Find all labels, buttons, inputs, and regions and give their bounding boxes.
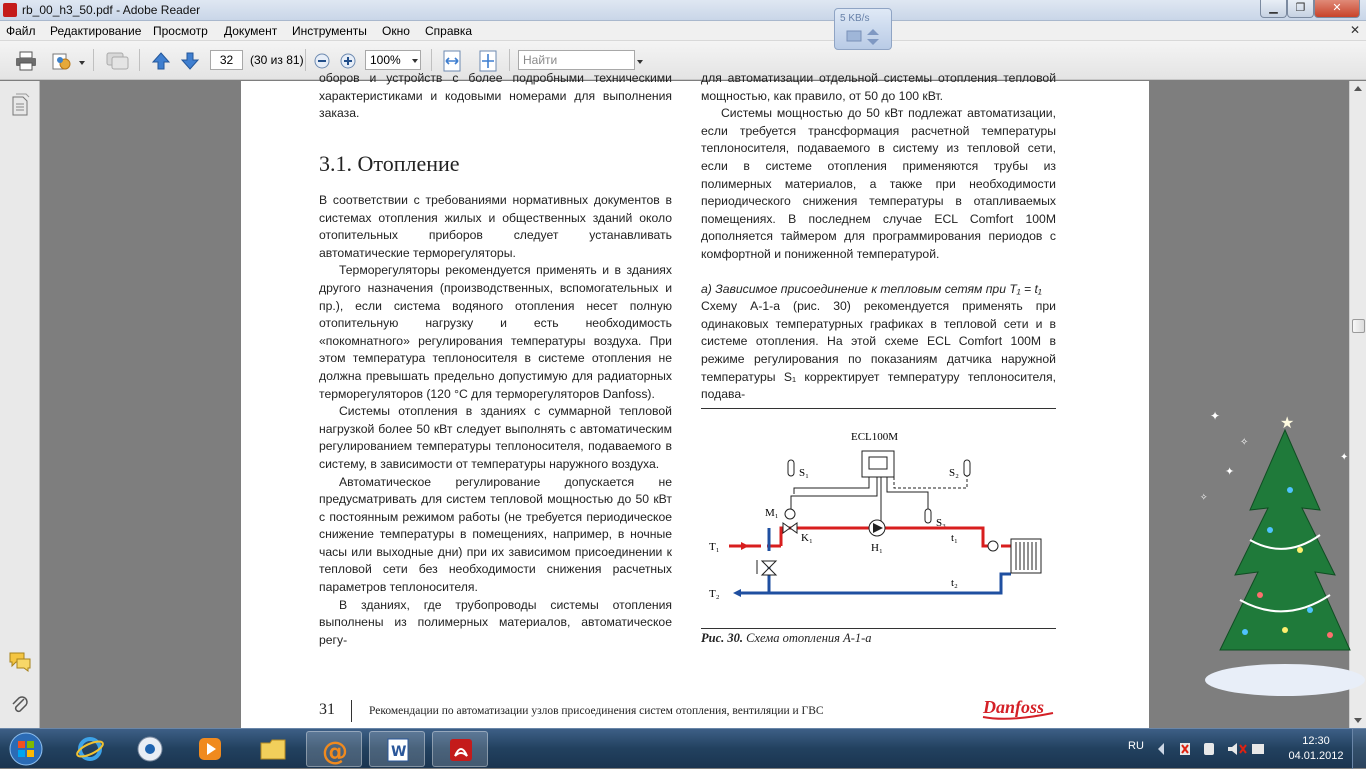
scroll-down-arrow[interactable]: [1354, 718, 1362, 723]
paragraph: В зданиях, где трубопроводы системы отопления выполнены из полимерных материалов, автоматическое регу-: [319, 597, 672, 647]
previous-page-icon[interactable]: [151, 51, 171, 71]
attachments-panel-icon[interactable]: [10, 693, 30, 717]
label-s2: S₂: [949, 467, 959, 479]
signal-line: [887, 477, 928, 509]
menu-window[interactable]: Окно: [382, 24, 410, 38]
label-t1-inlet: T₁: [709, 541, 720, 553]
menu-edit[interactable]: Редактирование: [50, 24, 142, 38]
system-tray-icons[interactable]: [1156, 741, 1266, 757]
maximize-button[interactable]: ❐: [1287, 0, 1314, 18]
page-number-input[interactable]: 32: [210, 50, 243, 70]
paragraph: Автоматическое регулирование допускается не предусматривать для систем тепловой мощностью до 50 кВт с постоянным режимом работы (не требуется периодическое снижение температуры в помещениях, например, в ночные часы или выходные дни) при их зависимом присоединении к тепловой сети без необходимости снижения расчетных параметров теплоносителя.: [319, 474, 672, 595]
figure-number: Рис. 30.: [701, 631, 744, 645]
menu-file[interactable]: Файл: [6, 24, 36, 38]
media-center-icon: [136, 735, 164, 763]
figure-title: Схема отопления А-1-а: [746, 631, 872, 645]
return-arrowhead: [733, 589, 741, 597]
scroll-thumb[interactable]: [1352, 319, 1365, 333]
taskbar-media-player[interactable]: [182, 731, 238, 767]
footer-divider: [351, 700, 352, 722]
label-h1: H₁: [871, 542, 883, 554]
taskbar-file-explorer[interactable]: [245, 731, 301, 767]
sensor-s1-icon: [788, 460, 794, 476]
taskbar-word[interactable]: [369, 731, 425, 767]
left-column-body: [319, 192, 672, 649]
sparkle-icon: ✧: [1240, 437, 1249, 448]
menu-bar: [0, 21, 1366, 41]
taskbar-internet-explorer[interactable]: [62, 731, 118, 767]
taskbar-adobe-reader[interactable]: [432, 731, 488, 767]
title-bar: [0, 0, 1366, 21]
supply-arrowhead: [741, 542, 749, 550]
document-viewport[interactable]: [40, 71, 1349, 729]
pages-panel-icon[interactable]: [10, 93, 30, 117]
menu-tools[interactable]: Инструменты: [292, 24, 367, 38]
taskbar-media-center[interactable]: [122, 731, 178, 767]
paragraph: Системы отопления в зданиях с суммарной тепловой нагрузкой более 50 кВт следует выполнять с автоматическим регулированием температуры теплоносителя, подаваемого в систему, в зависимости от температуры наружного воздуха.: [319, 404, 672, 471]
pdf-app-icon: [3, 3, 17, 17]
menu-document[interactable]: Документ: [224, 24, 278, 38]
tray-expand-icon: [1158, 743, 1164, 755]
check-valve-icon: [762, 561, 776, 575]
close-button[interactable]: ✕: [1314, 0, 1360, 18]
tree-body: [1220, 430, 1350, 650]
intro-fragment: оборов и устройств с более подробными техническими характеристиками и кодовыми номерами для выполнения заказа.: [319, 71, 672, 121]
search-dropdown-arrow[interactable]: [637, 60, 643, 64]
svg-text:W: W: [391, 744, 407, 760]
figure-bottom-rule: [701, 628, 1056, 629]
clock[interactable]: [1288, 734, 1344, 764]
taskbar: [0, 728, 1366, 768]
danfoss-logo-text: Danfoss: [983, 697, 1045, 717]
comments-panel-icon[interactable]: [8, 651, 32, 673]
close-document-icon[interactable]: ✕: [1350, 23, 1361, 37]
network-arrows-icon: [845, 27, 885, 47]
radiator-thermostat-icon: [988, 541, 998, 551]
fit-width-icon[interactable]: [442, 50, 462, 70]
control-valve-icon: [783, 523, 797, 533]
paragraph: Системы мощностью до 50 кВт подлежат автоматизации, если требуется трансформация расчетной температуры теплоносителя, подаваемого в систему из тепловой сети, если в системе отопления применяются трубы из полимерных материалов, а также при необходимости периодического снижения температуры в отапливаемых помещениях. В последнем случае ECL Comfort 100M дополняется таймером для программирования периодов с комфортной и пониженной температурой.: [701, 106, 1056, 261]
start-button-icon[interactable]: [6, 731, 46, 767]
toolbar: [0, 41, 1366, 80]
clock-date: 04.01.2012: [1288, 750, 1344, 762]
figure-top-rule: [701, 408, 1056, 409]
christmas-tree-gadget: [1190, 400, 1366, 700]
section-heading: 3.1. Отопление: [319, 151, 460, 176]
email-at-icon: [321, 736, 349, 767]
search-input[interactable]: Найти: [518, 50, 635, 70]
media-player-icon: [196, 735, 224, 763]
label-k1: K₁: [801, 532, 813, 544]
scroll-up-arrow[interactable]: [1354, 86, 1362, 91]
show-desktop-button[interactable]: [1352, 729, 1366, 769]
zoom-select[interactable]: [365, 50, 421, 70]
adobe-reader-icon: [447, 736, 475, 764]
label-t2: t₂: [951, 577, 958, 589]
paragraph: В соответствии с требованиями нормативных документов в системах отопления жилых и общественных зданий около отопительных приборов следует устанавливать автоматические терморегуляторы.: [319, 193, 672, 260]
paragraph: Терморегуляторы рекомендуется применять и в зданиях другого назначения (производственных, вспомогательных и пр.), если система водяного отопления несет полную отопительную нагрузку и есть необходимость «покомнатного» регулирования температуры воздуха. При этом температура теплоносителя в системе отопления не должна превышать предельно допустимую для радиаторных терморегуляторов (120 °С для терморегуляторов Danfoss).: [319, 263, 672, 401]
page-footer-number: 31: [319, 701, 335, 718]
internet-explorer-icon: [76, 735, 104, 763]
menu-help[interactable]: Справка: [425, 24, 473, 38]
snow-base: [1205, 664, 1365, 696]
signal-line: [791, 477, 877, 516]
sensor-s2-icon: [964, 460, 970, 476]
full-screen-icon[interactable]: [478, 50, 498, 70]
clock-time: 12:30: [1302, 735, 1330, 747]
zoom-dropdown-arrow[interactable]: [412, 59, 418, 63]
intro-fragment: для автоматизации отдельной системы отопления тепловой мощностью, как правило, от 50 до 100 кВт.: [701, 71, 1056, 103]
controller-display: [869, 457, 887, 469]
language-indicator[interactable]: RU: [1128, 740, 1144, 752]
tree-star-icon: ★: [1280, 415, 1295, 432]
sensor-s3-icon: [925, 509, 931, 523]
controller-label: ECL100M: [851, 431, 899, 443]
danfoss-logo: [979, 695, 1057, 723]
svg-text:@: @: [322, 737, 348, 767]
window-title: rb_00_h3_50.pdf - Adobe Reader: [22, 3, 201, 17]
label-s3: S₃: [936, 517, 946, 529]
heating-scheme-diagram: [701, 426, 1056, 626]
word-icon: [384, 736, 412, 764]
sparkle-icon: ✧: [1200, 492, 1208, 502]
label-t1: t₁: [951, 532, 958, 544]
sparkle-icon: ✦: [1340, 452, 1349, 463]
sparkle-icon: ✦: [1225, 466, 1235, 478]
print-icon[interactable]: [15, 51, 35, 71]
label-m1: M₁: [765, 507, 779, 519]
folder-icon: [259, 735, 287, 763]
figure-caption: [701, 631, 872, 646]
zoom-in-icon[interactable]: [339, 52, 359, 72]
valve-actuator-icon: [785, 509, 795, 519]
share-icon[interactable]: [51, 51, 71, 71]
subheading: а) Зависимое присоединение к тепловым сетям при T₁ = t₁: [701, 281, 1042, 296]
taskbar-email-client[interactable]: [306, 731, 362, 767]
zoom-value: 100%: [370, 53, 401, 67]
left-column-intro: [319, 70, 672, 123]
page-footer-text: Рекомендации по автоматизации узлов присоединения систем отопления, вентиляции и ГВС: [369, 705, 824, 717]
pdf-page: [241, 71, 1149, 729]
page-count: (30 из 81): [250, 53, 304, 67]
next-page-icon[interactable]: [180, 51, 200, 71]
network-meter-widget[interactable]: [834, 8, 892, 50]
label-s1: S₁: [799, 467, 809, 479]
comment-icon[interactable]: [105, 51, 125, 71]
signal-line: [794, 477, 869, 494]
network-rate: 5 KB/s: [840, 13, 870, 24]
menu-view[interactable]: Просмотр: [153, 24, 208, 38]
share-dropdown-arrow[interactable]: [79, 61, 85, 65]
minimize-button[interactable]: ▁: [1260, 0, 1287, 18]
paragraph: Схему А-1-а (рис. 30) рекомендуется применять при одинаковых температурных графиках в тепловой сети и в системе отопления. На этой схеме ECL Comfort 100M в режиме регулирования по показаниям датчика наружной температуры S₁ корректирует температуру теплоносителя, подава-: [701, 299, 1056, 402]
navigation-pane: [0, 81, 40, 729]
zoom-out-icon[interactable]: [313, 52, 333, 72]
right-column-body: [701, 70, 1056, 404]
sparkle-icon: ✦: [1210, 409, 1221, 423]
label-t2-outlet: T₂: [709, 588, 720, 600]
